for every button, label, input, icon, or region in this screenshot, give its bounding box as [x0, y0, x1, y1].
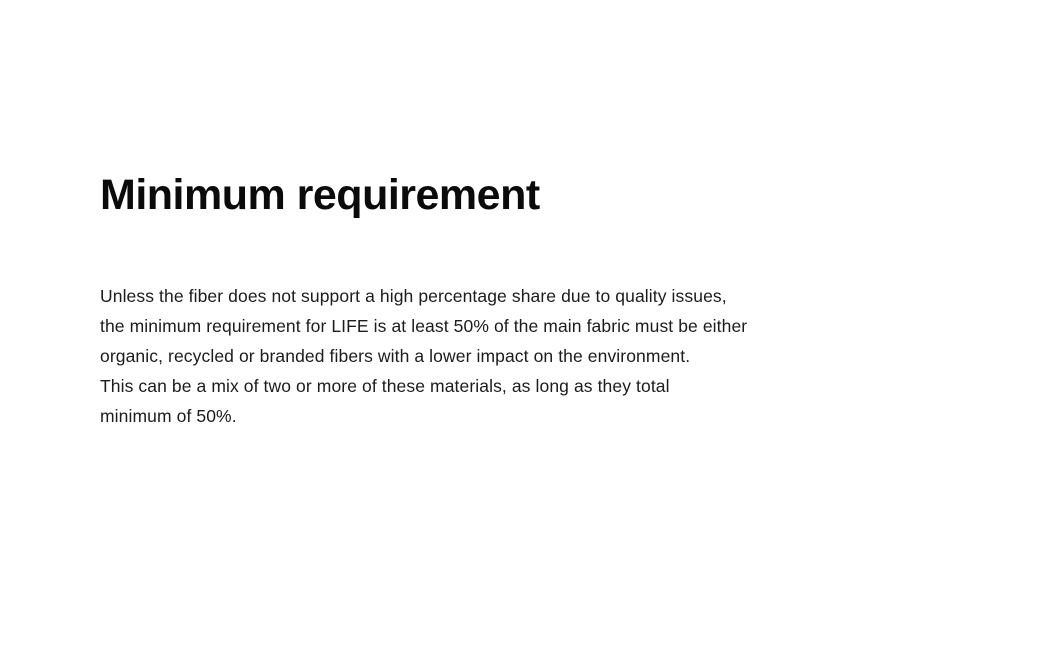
paragraph-line: the minimum requirement for LIFE is at least 50% of the main fabric must be either [100, 316, 748, 337]
content-block [100, 172, 860, 431]
paragraph-line: This can be a mix of two or more of these materials, as long as they total [100, 376, 670, 397]
paragraph-line: minimum of 50%. [100, 406, 237, 427]
page-title: Minimum requirement [100, 171, 540, 219]
body-paragraph [100, 281, 860, 431]
paragraph-line: organic, recycled or branded fibers with a lower impact on the environment. [100, 346, 691, 367]
paragraph-line: Unless the fiber does not support a high percentage share due to quality issues, [100, 286, 727, 307]
